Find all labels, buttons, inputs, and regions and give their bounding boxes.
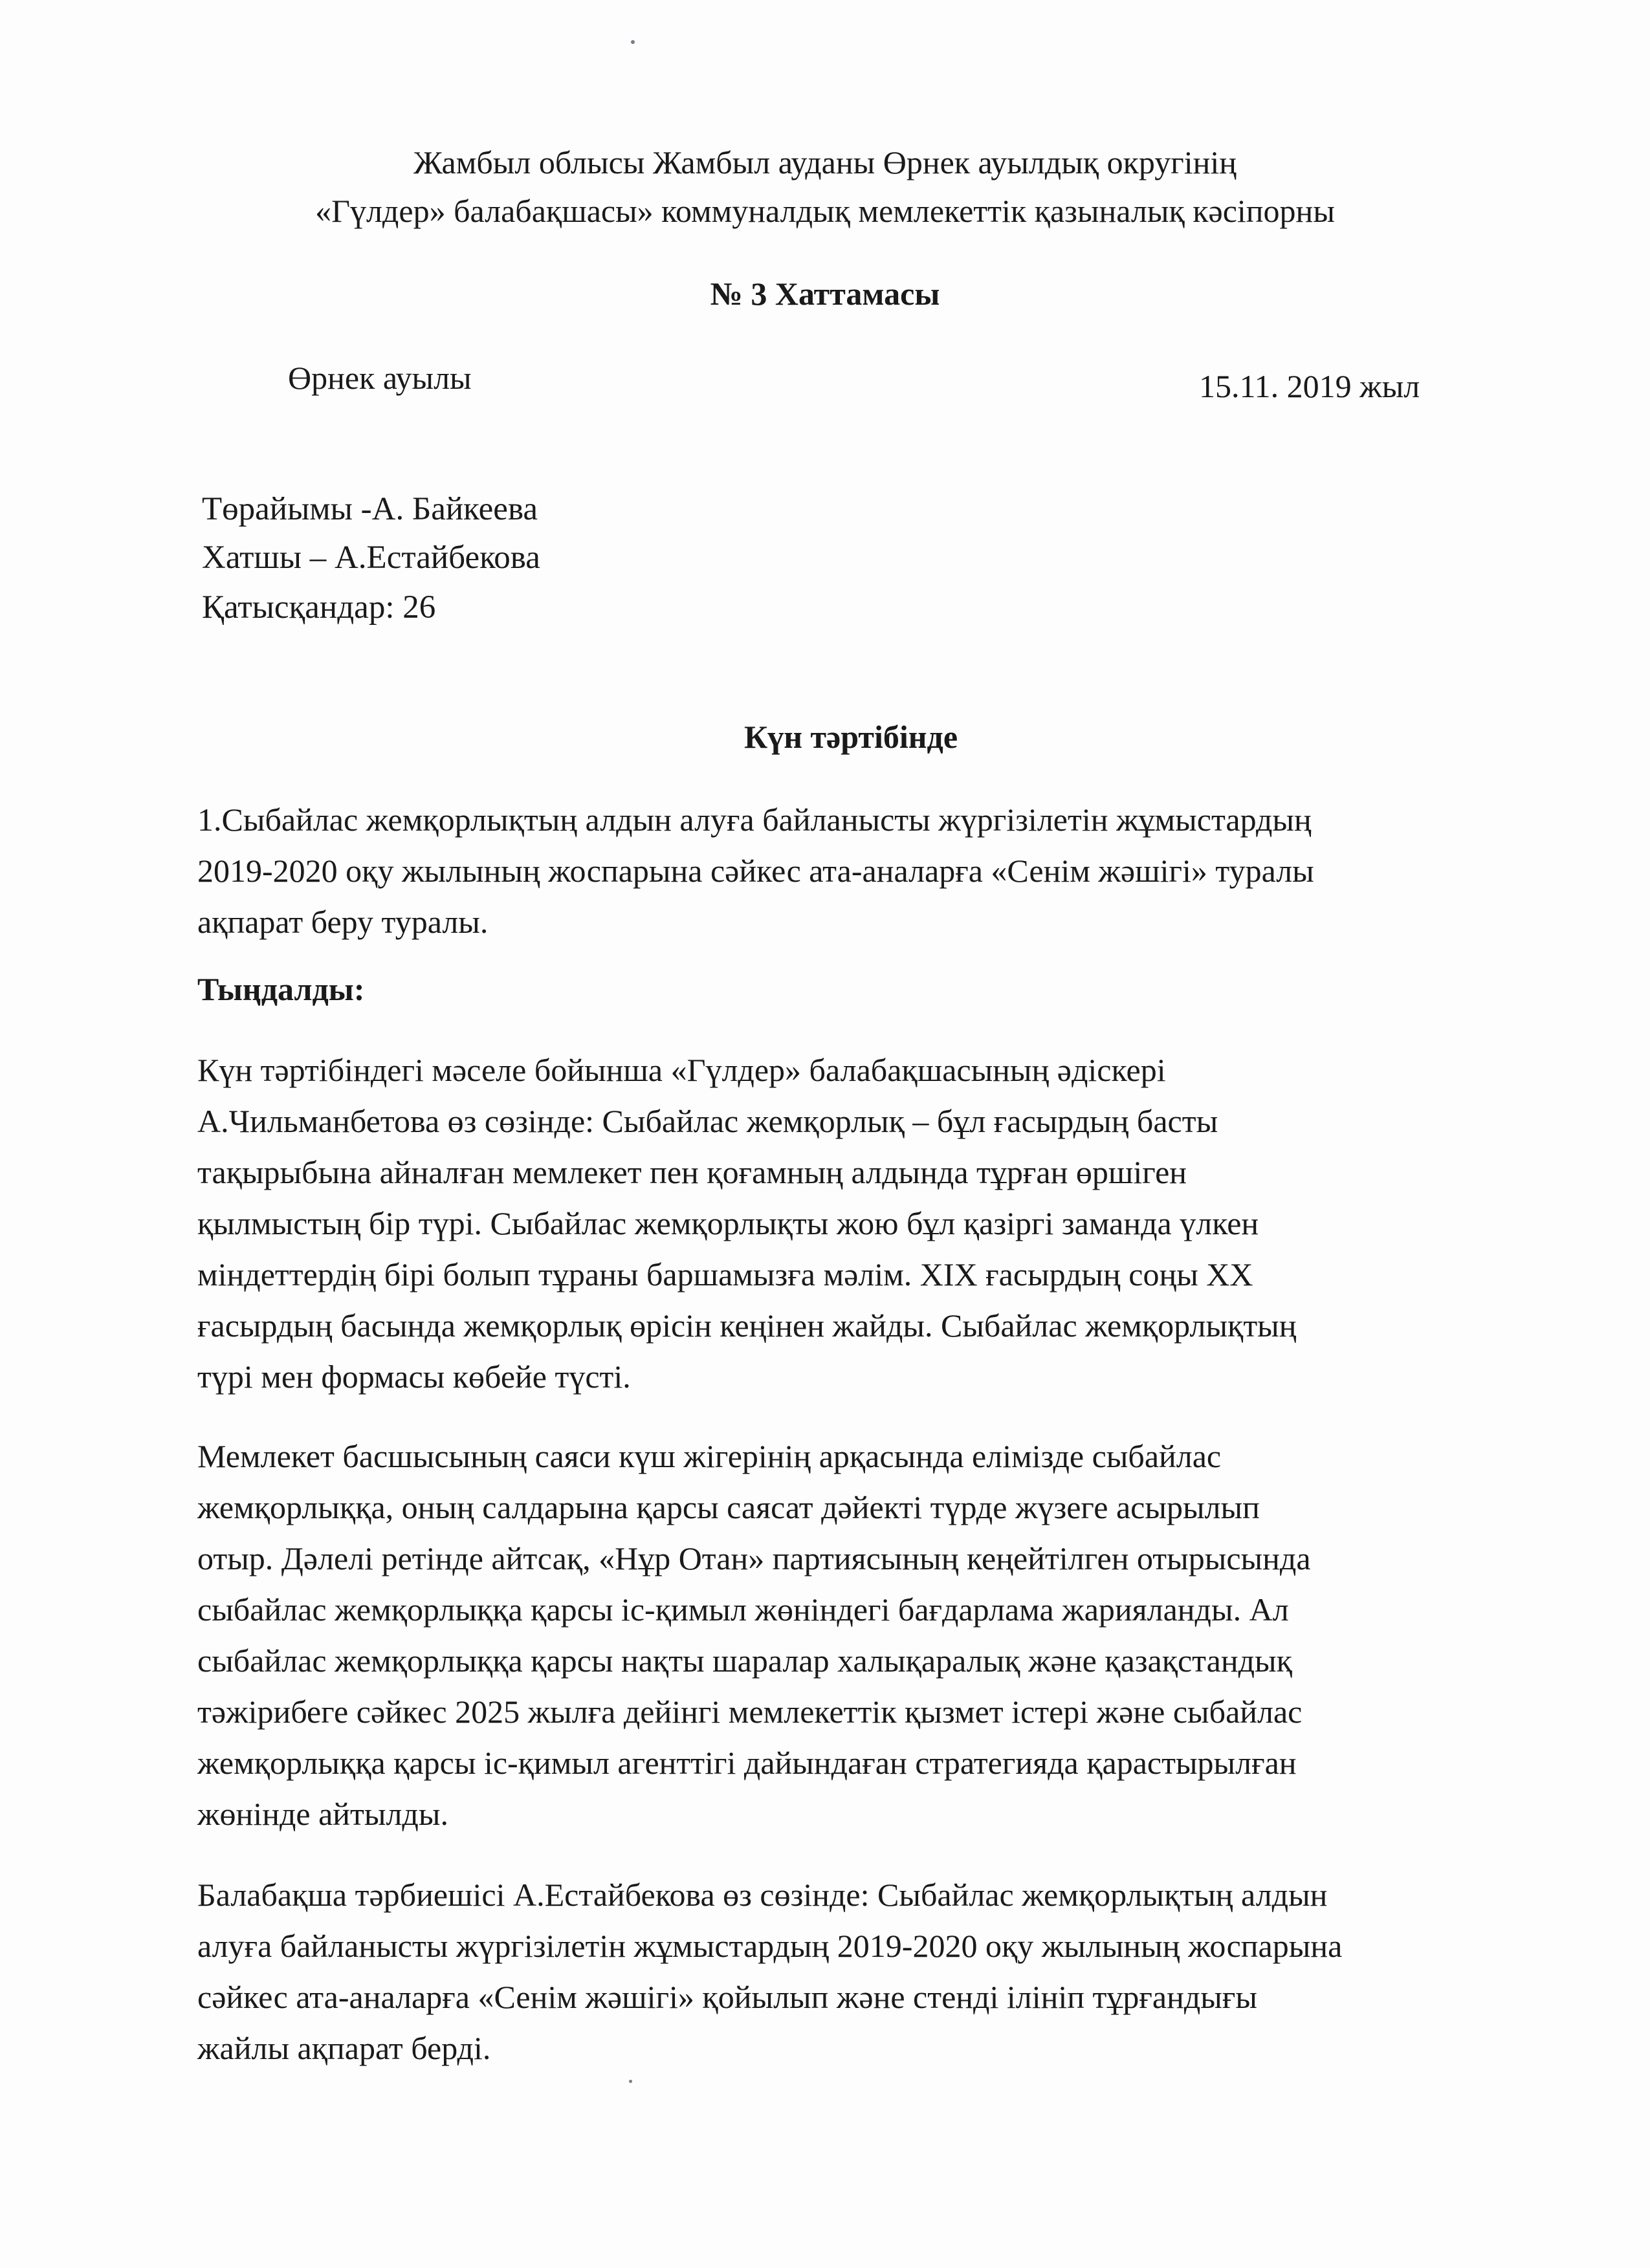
- agenda-line: 2019-2020 оқу жылының жоспарына сәйкес ата-аналарға «Сенім жәшігі» туралы: [197, 853, 1314, 889]
- scan-speck: [629, 2080, 632, 2083]
- text-line: жөнінде айтылды.: [197, 1796, 448, 1832]
- text-line: сыбайлас жемқорлыққа қарсы іс-қимыл жөніндегі бағдарлама жарияланды. Ал: [197, 1591, 1289, 1628]
- text-line: қылмыстың бір түрі. Сыбайлас жемқорлықты жою бұл қазіргі заманда үлкен: [197, 1205, 1259, 1241]
- text-line: жайлы ақпарат берді.: [197, 2030, 491, 2066]
- secretary-line: Хатшы – А.Естайбекова: [202, 540, 540, 576]
- date-label: 15.11. 2019 жыл: [1199, 368, 1420, 404]
- agenda-line: ақпарат беру туралы.: [197, 904, 489, 940]
- text-line: Күн тәртібіндегі мәселе бойынша «Гүлдер» балабақшасының әдіскері: [197, 1052, 1166, 1088]
- agenda-line: 1.Сыбайлас жемқорлықтың алдын алуға байланысты жүргізілетін жұмыстардың: [197, 801, 1312, 838]
- org-line-2: «Гүлдер» балабақшасы» коммуналдық мемлекеттік қазыналық кәсіпорны: [315, 193, 1335, 229]
- org-line-1: Жамбыл облысы Жамбыл ауданы Өрнек ауылдық округінің: [413, 144, 1237, 180]
- heard-paragraph-1: [197, 1045, 1530, 1402]
- text-line: тәжірибеге сәйкес 2025 жылға дейінгі мемлекеттік қызмет істері және сыбайлас: [197, 1694, 1303, 1730]
- text-line: отыр. Дәлелі ретінде айтсақ, «Нұр Отан» партиясының кеңейтілген отырысында: [197, 1540, 1311, 1576]
- protocol-title: № 3 Хаттамасы: [710, 276, 940, 312]
- text-line: сәйкес ата-аналарға «Сенім жәшігі» қойылып және стенді ілініп тұрғандығы: [197, 1979, 1257, 2015]
- text-line: А.Чильманбетова өз сөзінде: Сыбайлас жемқорлық – бұл ғасырдың басты: [197, 1103, 1218, 1139]
- text-line: жемқорлыққа қарсы іс-қимыл агенттігі дайындаған стратегияда қарастырылған: [197, 1745, 1297, 1781]
- text-line: сыбайлас жемқорлыққа қарсы нақты шаралар халықаралық және қазақстандық: [197, 1642, 1292, 1679]
- text-line: тақырыбына айналған мемлекет пен қоғамның алдында тұрған өршіген: [197, 1154, 1187, 1190]
- text-line: Балабақша тәрбиешісі А.Естайбекова өз сөзінде: Сыбайлас жемқорлықтың алдын: [197, 1877, 1328, 1913]
- heard-paragraph-3: [197, 1870, 1530, 2074]
- text-line: Мемлекет басшысының саяси күш жігерінің арқасында елімізде сыбайлас: [197, 1438, 1222, 1474]
- attendees-line: Қатысқандар: 26: [202, 589, 436, 626]
- text-line: алуға байланысты жүргізілетін жұмыстардың 2019-2020 оқу жылының жоспарына: [197, 1928, 1343, 1964]
- agenda-text: [197, 794, 1530, 948]
- place-label: Өрнек ауылы: [288, 360, 472, 396]
- heard-label: Тыңдалды:: [197, 971, 365, 1007]
- agenda-title: Күн тәртібінде: [743, 719, 958, 755]
- chair-line: Төрайымы -А. Байкеева: [202, 491, 538, 527]
- text-line: міндеттердің бірі болып тұраны баршамызға мәлім. XIX ғасырдың соңы XX: [197, 1256, 1253, 1292]
- heard-paragraph-2: [197, 1431, 1530, 1840]
- scan-speck: [631, 40, 635, 44]
- text-line: жемқорлыққа, оның салдарына қарсы саясат дәйекті түрде жүзеге асырылып: [197, 1489, 1260, 1525]
- text-line: ғасырдың басында жемқорлық өрісін кеңінен жайды. Сыбайлас жемқорлықтың: [197, 1307, 1297, 1344]
- text-line: түрі мен формасы көбейе түсті.: [197, 1358, 631, 1395]
